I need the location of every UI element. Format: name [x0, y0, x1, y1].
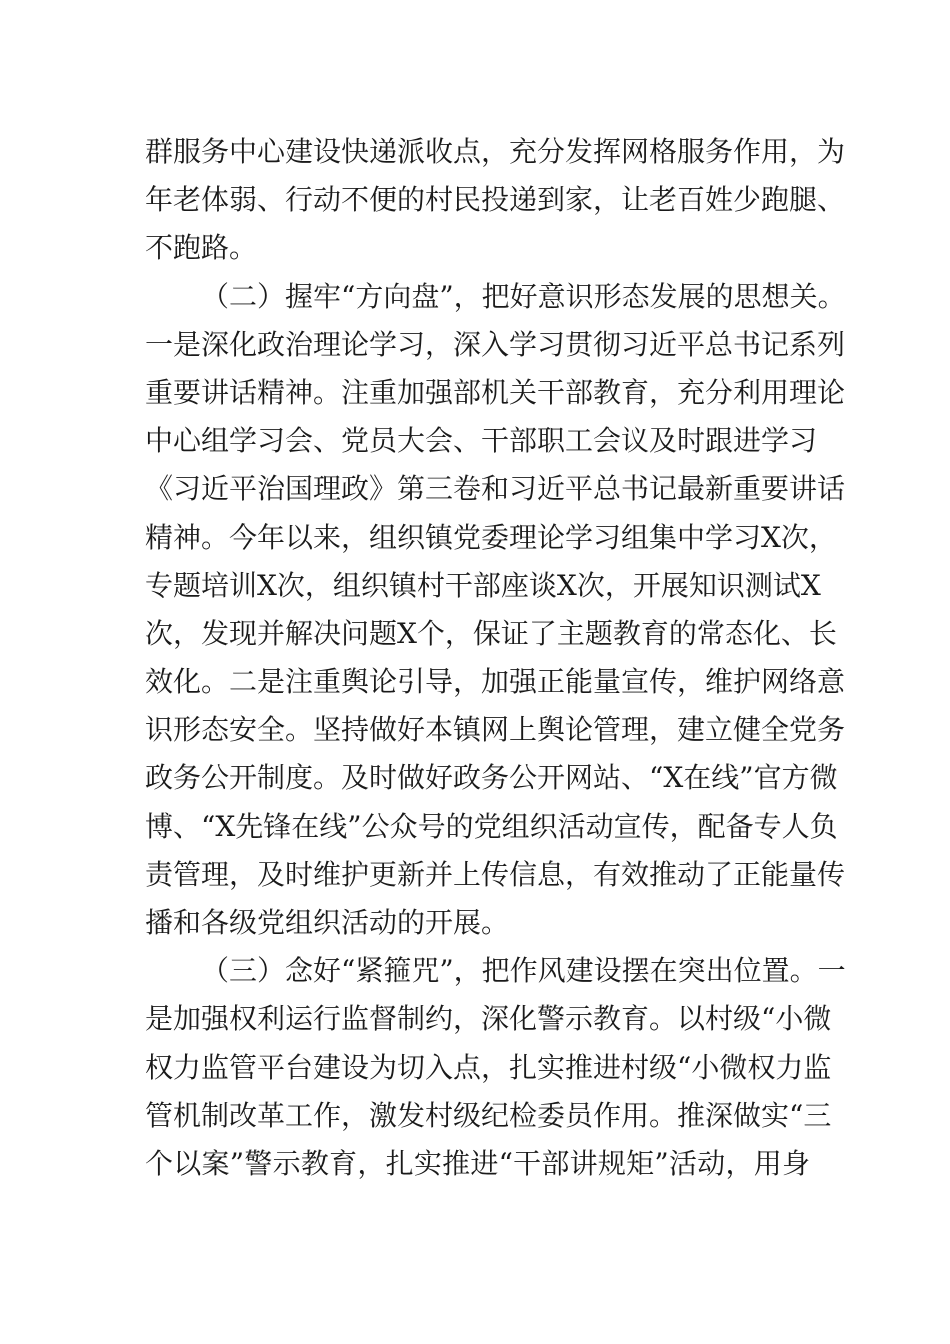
text-line: 不跑路。 — [145, 231, 258, 265]
text-line: 识形态安全。坚持做好本镇网上舆论管理，建立健全党务 — [145, 713, 846, 747]
text-line: 一是深化政治理论学习，深入学习贯彻习近平总书记系列 — [145, 327, 846, 361]
text-line: 次，发现并解决问题X个，保证了主题教育的常态化、长 — [145, 616, 837, 650]
body-text — [145, 128, 846, 1188]
text-line: 政务公开制度。及时做好政务公开网站、“X在线”官方微 — [145, 761, 838, 795]
text-line: 群服务中心建设快递派收点，充分发挥网格服务作用，为 — [145, 135, 846, 168]
text-line: 个以案”警示教育，扎实推进“干部讲规矩”活动，用身 — [145, 1146, 810, 1180]
text-line: 责管理，及时维护更新并上传信息，有效推动了正能量传 — [145, 857, 846, 891]
text-line: 管机制改革工作，激发村级纪检委员作用。推深做实“三 — [145, 1098, 832, 1132]
text-line: 中心组学习会、党员大会、干部职工会议及时跟进学习 — [145, 424, 818, 458]
text-line: 效化。二是注重舆论引导，加强正能量宣传，维护网络意 — [145, 665, 846, 699]
text-line: 专题培训X次，组织镇村干部座谈X次，开展知识测试X — [145, 568, 821, 602]
text-line: 年老体弱、行动不便的村民投递到家，让老百姓少跑腿、 — [145, 183, 846, 217]
text-line: 精神。今年以来，组织镇党委理论学习组集中学习X次， — [145, 520, 837, 554]
section-heading-line: （二）握牢“方向盘”，把好意识形态发展的思想关。 — [201, 279, 846, 313]
text-line: 是加强权利运行监督制约，深化警示教育。以村级“小微 — [145, 1002, 832, 1036]
section-heading-line: （三）念好“紧箍咒”，把作风建设摆在突出位置。一 — [201, 954, 846, 988]
text-line: 《习近平治国理政》第三卷和习近平总书记最新重要讲话 — [145, 472, 846, 506]
text-line: 权力监管平台建设为切入点，扎实推进村级“小微权力监 — [145, 1050, 832, 1084]
text-line: 重要讲话精神。注重加强部机关干部教育，充分利用理论 — [145, 375, 846, 409]
text-line: 博、“X先锋在线”公众号的党组织活动宣传，配备专人负 — [145, 809, 838, 843]
text-line: 播和各级党组织活动的开展。 — [145, 906, 510, 939]
